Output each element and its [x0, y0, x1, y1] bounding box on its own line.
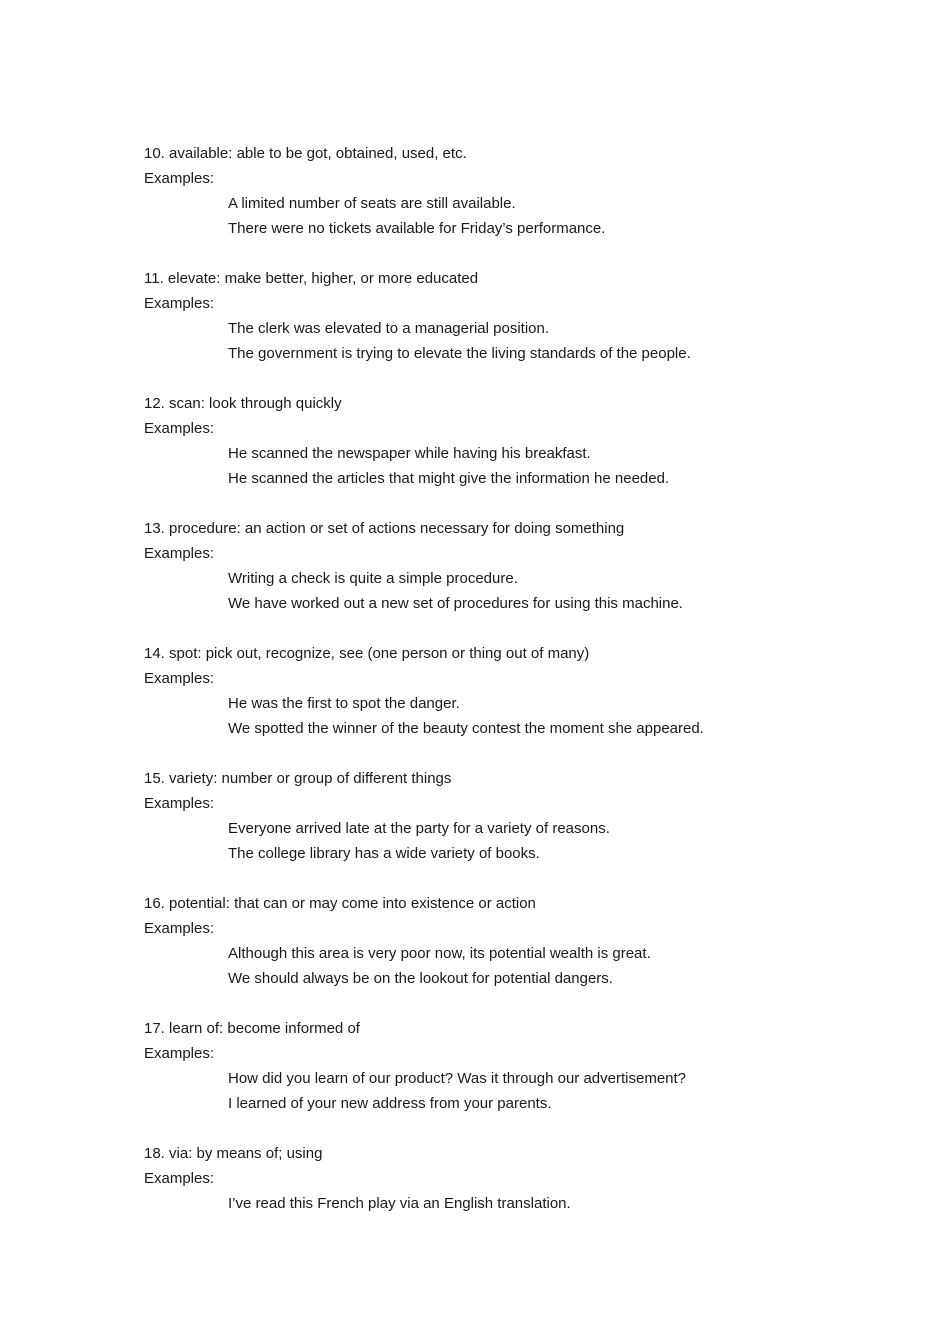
examples-label: Examples: — [144, 795, 215, 812]
vocab-entry-via — [144, 1141, 904, 1216]
example-sentence: How did you learn of our product? Was it through our advertisement? — [228, 1070, 687, 1087]
examples-label: Examples: — [144, 1170, 215, 1187]
vocab-entry-procedure — [144, 516, 904, 616]
example-sentence: Writing a check is quite a simple procedure. — [228, 570, 518, 587]
vocab-entry-spot — [144, 641, 904, 741]
examples-label: Examples: — [144, 920, 215, 937]
example-sentence: I learned of your new address from your parents. — [228, 1095, 552, 1112]
example-sentence: Everyone arrived late at the party for a variety of reasons. — [228, 820, 610, 837]
examples-label: Examples: — [144, 420, 215, 437]
vocab-entry-scan — [144, 391, 904, 491]
example-sentence: Although this area is very poor now, its potential wealth is great. — [228, 945, 651, 962]
document-page — [144, 141, 904, 1241]
vocab-entry-elevate — [144, 266, 904, 366]
entry-heading: 12. scan: look through quickly — [144, 395, 342, 412]
vocab-entry-learn-of — [144, 1016, 904, 1116]
vocab-entry-available — [144, 141, 904, 241]
examples-label: Examples: — [144, 545, 215, 562]
entry-heading: 14. spot: pick out, recognize, see (one person or thing out of many) — [144, 645, 590, 662]
examples-label: Examples: — [144, 170, 215, 187]
example-sentence: He scanned the newspaper while having his breakfast. — [228, 445, 591, 462]
entry-heading: 11. elevate: make better, higher, or more educated — [144, 270, 479, 287]
entry-heading: 16. potential: that can or may come into existence or action — [144, 895, 536, 912]
example-sentence: We have worked out a new set of procedures for using this machine. — [228, 595, 683, 612]
example-sentence: The government is trying to elevate the living standards of the people. — [228, 345, 691, 362]
example-sentence: He scanned the articles that might give the information he needed. — [228, 470, 670, 487]
vocab-entry-potential — [144, 891, 904, 991]
example-sentence: The college library has a wide variety of books. — [228, 845, 540, 862]
entry-heading: 10. available: able to be got, obtained, used, etc. — [144, 145, 467, 162]
example-sentence: The clerk was elevated to a managerial position. — [228, 320, 550, 337]
examples-label: Examples: — [144, 295, 215, 312]
example-sentence: I’ve read this French play via an English translation. — [228, 1195, 571, 1212]
entry-heading: 13. procedure: an action or set of actions necessary for doing something — [144, 520, 625, 537]
entry-heading: 17. learn of: become informed of — [144, 1020, 360, 1037]
entry-heading: 15. variety: number or group of different things — [144, 770, 452, 787]
example-sentence: We should always be on the lookout for potential dangers. — [228, 970, 613, 987]
entry-heading: 18. via: by means of; using — [144, 1145, 323, 1162]
example-sentence: A limited number of seats are still available. — [228, 195, 516, 212]
vocab-entry-variety — [144, 766, 904, 866]
examples-label: Examples: — [144, 1045, 215, 1062]
examples-label: Examples: — [144, 670, 215, 687]
example-sentence: We spotted the winner of the beauty contest the moment she appeared. — [228, 720, 704, 737]
example-sentence: He was the first to spot the danger. — [228, 695, 460, 712]
example-sentence: There were no tickets available for Friday’s performance. — [228, 220, 606, 237]
